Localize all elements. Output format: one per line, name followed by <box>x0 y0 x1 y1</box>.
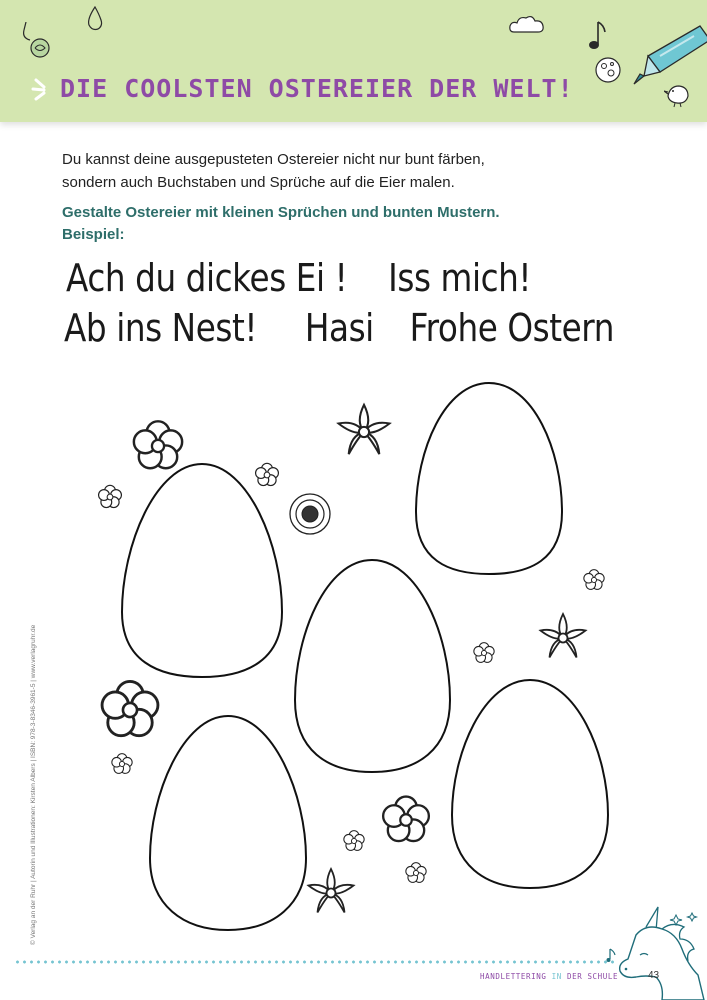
music-note-icon <box>586 20 608 52</box>
flower-icon <box>383 797 429 841</box>
intro-line: sondern auch Buchstaben und Sprüche auf die Eier malen. <box>62 174 455 191</box>
example-phrase: Frohe Ostern <box>409 306 615 350</box>
example-phrase: Hasi <box>304 306 374 350</box>
flower-icon <box>344 831 364 851</box>
footer-label-part: IN <box>551 972 562 981</box>
example-phrase: Ach du dickes Ei ! <box>66 256 348 300</box>
planet-icon <box>594 56 622 84</box>
cloud-icon <box>508 14 546 36</box>
task-instruction <box>62 202 582 246</box>
flower-icon <box>541 614 586 658</box>
flower-icon <box>256 463 279 485</box>
egg-shape[interactable] <box>416 383 562 574</box>
task-line: Gestalte Ostereier mit kleinen Sprüchen und bunten Mustern. <box>62 204 500 221</box>
flower-icon <box>309 869 354 913</box>
example-row <box>66 256 531 300</box>
bird-icon <box>664 80 692 108</box>
example-phrase: Iss mich! <box>388 256 532 300</box>
page-title: DIE COOLSTEN OSTEREIER DER WELT! <box>60 74 574 103</box>
footer-dotted-line <box>14 960 614 964</box>
flower-icon <box>339 405 390 454</box>
flower-icon <box>102 681 158 735</box>
footer-series-label <box>480 972 618 981</box>
page-number: 43 <box>648 970 660 981</box>
egg-drawing-area <box>0 370 707 950</box>
example-row <box>64 306 614 350</box>
egg-shape[interactable] <box>452 680 608 888</box>
flower-icon <box>584 570 604 590</box>
rose-icon <box>20 22 50 60</box>
flower-icon <box>474 643 494 663</box>
example-phrase: Ab ins Nest! <box>64 306 258 350</box>
egg-shape[interactable] <box>122 464 282 677</box>
flower-icon <box>112 754 132 774</box>
flower-icon <box>134 421 182 468</box>
example-heading: Beispiel: <box>62 226 125 243</box>
flower-icon <box>99 485 122 507</box>
sparkle-icon <box>30 76 52 102</box>
egg-shape[interactable] <box>295 560 450 772</box>
intro-line: Du kannst deine ausgepusteten Ostereier nicht nur bunt färben, <box>62 151 485 168</box>
flower-icon <box>406 863 426 883</box>
copyright-credit: © Verlag an der Ruhr | Autorin und Illustrationen: Kirsten Albers | ISBN: 978-3-8346-3961-5 | www.verlagruhr.de <box>30 624 37 945</box>
intro-text <box>62 148 582 194</box>
footer-label-part: HANDLETTERING <box>480 972 547 981</box>
drop-icon <box>86 6 104 32</box>
egg-shape[interactable] <box>150 716 306 930</box>
footer-label-part: DER SCHULE <box>566 972 619 981</box>
flower-icon <box>290 494 330 534</box>
unicorn-icon <box>606 905 706 1000</box>
